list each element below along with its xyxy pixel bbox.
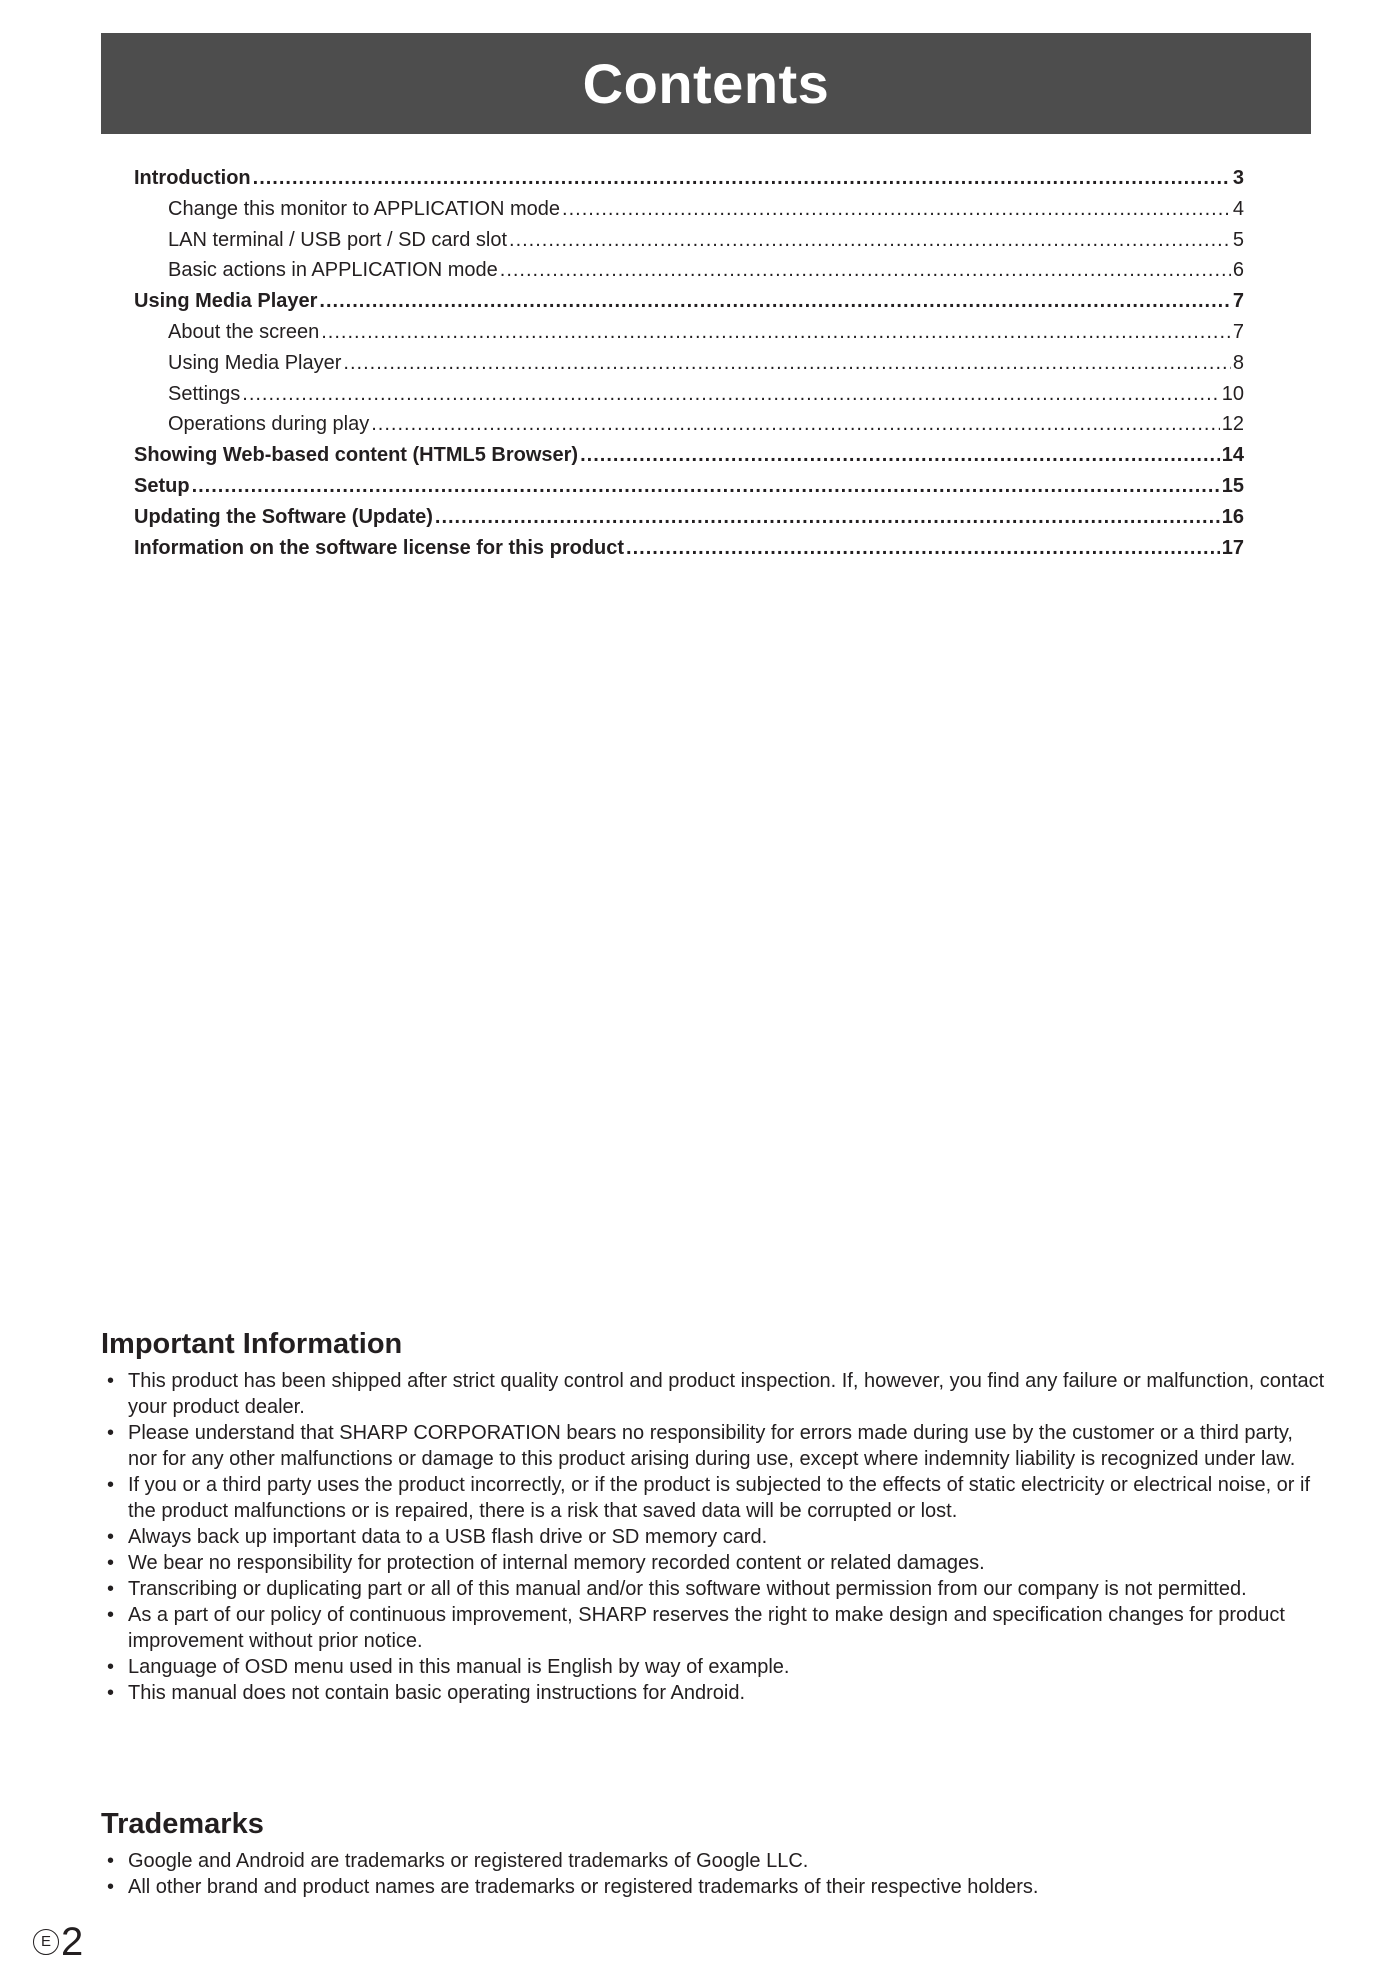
toc-entry-operations-during-play[interactable]	[134, 409, 1244, 440]
toc-page-number: 17	[1221, 536, 1244, 559]
toc-entry-label: Operations during play	[168, 413, 370, 436]
list-item: • If you or a third party uses the product incorrectly, or if the product is subjected to the effects of static electricity or electrical noise, or if the product malfunctions or is repaired, there is a risk that saved data will be corrupted or lost.	[101, 1472, 1326, 1524]
toc-entry-settings[interactable]	[134, 379, 1244, 410]
list-item: • Please understand that SHARP CORPORATION bears no responsibility for errors made during use by the customer or a third party, nor for any other malfunctions or damage to this product arising during use, except where indemnity liability is recognized under law.	[101, 1420, 1326, 1472]
toc-dot-leader	[371, 409, 1220, 440]
trademarks-heading: Trademarks	[101, 1808, 264, 1840]
table-of-contents	[134, 163, 1244, 563]
toc-dot-leader	[580, 440, 1220, 471]
toc-page-number: 14	[1221, 444, 1244, 467]
toc-entry-label: Information on the software license for this product	[134, 536, 625, 559]
toc-entry-updating-software[interactable]	[134, 502, 1244, 533]
toc-entry-label: Introduction	[134, 167, 251, 189]
toc-page-number: 7	[1232, 320, 1244, 343]
toc-page-number: 15	[1221, 474, 1244, 497]
toc-entry-label: Updating the Software (Update)	[134, 505, 433, 528]
toc-page-number: 10	[1221, 382, 1244, 405]
toc-entry-label: Basic actions in APPLICATION mode	[168, 259, 498, 282]
toc-dot-leader	[319, 286, 1230, 317]
toc-entry-label: About the screen	[168, 320, 320, 343]
toc-dot-leader	[509, 225, 1231, 256]
toc-page-number: 5	[1232, 228, 1244, 251]
toc-entry-html5-browser[interactable]	[134, 440, 1244, 471]
toc-dot-leader	[192, 471, 1220, 502]
toc-entry-basic-actions[interactable]	[134, 255, 1244, 286]
list-item: • Transcribing or duplicating part or all of this manual and/or this software without permission from our company is not permitted.	[101, 1576, 1326, 1602]
toc-entry-label: Setup	[134, 474, 190, 497]
toc-entry-about-screen[interactable]	[134, 317, 1244, 348]
page-number: 2	[61, 1920, 84, 1964]
toc-dot-leader	[626, 533, 1220, 564]
list-item: • This product has been shipped after strict quality control and product inspection. If, however, you find any failure or malfunction, contact your product dealer.	[101, 1368, 1326, 1420]
toc-entry-introduction[interactable]	[134, 163, 1244, 194]
toc-page-number: 16	[1221, 505, 1244, 528]
list-item: • This manual does not contain basic operating instructions for Android.	[101, 1680, 1326, 1706]
important-information-list	[101, 1368, 1326, 1706]
list-item: • Google and Android are trademarks or registered trademarks of Google LLC.	[101, 1848, 1326, 1874]
list-item: • We bear no responsibility for protection of internal memory recorded content or related damages.	[101, 1550, 1326, 1576]
toc-dot-leader	[321, 317, 1231, 348]
list-item: • As a part of our policy of continuous improvement, SHARP reserves the right to make design and specification changes for product improvement without prior notice.	[101, 1602, 1326, 1654]
toc-page-number: 6	[1232, 259, 1244, 282]
toc-entry-using-media-player-sub[interactable]	[134, 348, 1244, 379]
toc-page-number: 3	[1232, 167, 1244, 189]
page-title: Contents	[582, 52, 830, 115]
list-item: • Language of OSD menu used in this manual is English by way of example.	[101, 1654, 1326, 1680]
important-information-heading: Important Information	[101, 1328, 403, 1360]
toc-entry-label: Change this monitor to APPLICATION mode	[168, 197, 561, 220]
toc-dot-leader	[500, 255, 1231, 286]
list-item: • Always back up important data to a USB flash drive or SD memory card.	[101, 1524, 1326, 1550]
toc-entry-change-application-mode[interactable]	[134, 194, 1244, 225]
toc-dot-leader	[242, 379, 1219, 410]
page-footer	[33, 1920, 83, 1964]
toc-page-number: 4	[1232, 197, 1244, 220]
toc-page-number: 7	[1232, 290, 1244, 313]
list-item: • All other brand and product names are trademarks or registered trademarks of their respective holders.	[101, 1874, 1326, 1900]
toc-dot-leader	[562, 194, 1231, 225]
toc-entry-label: Using Media Player	[168, 351, 342, 374]
toc-entry-label: Showing Web-based content (HTML5 Browser)	[134, 444, 579, 467]
toc-entry-label: Using Media Player	[134, 290, 318, 313]
toc-entry-label: Settings	[168, 382, 241, 405]
toc-entry-label: LAN terminal / USB port / SD card slot	[168, 228, 508, 251]
toc-dot-leader	[343, 348, 1230, 379]
toc-entry-lan-usb-sd[interactable]	[134, 225, 1244, 256]
toc-entry-setup[interactable]	[134, 471, 1244, 502]
language-e-icon: E	[33, 1929, 59, 1955]
toc-page-number: 12	[1221, 413, 1244, 436]
trademarks-list	[101, 1848, 1326, 1900]
contents-title-bar	[101, 33, 1311, 134]
toc-dot-leader	[253, 163, 1231, 194]
toc-dot-leader	[435, 502, 1220, 533]
toc-entry-software-license[interactable]	[134, 533, 1244, 564]
toc-entry-using-media-player[interactable]	[134, 286, 1244, 317]
toc-page-number: 8	[1232, 351, 1244, 374]
